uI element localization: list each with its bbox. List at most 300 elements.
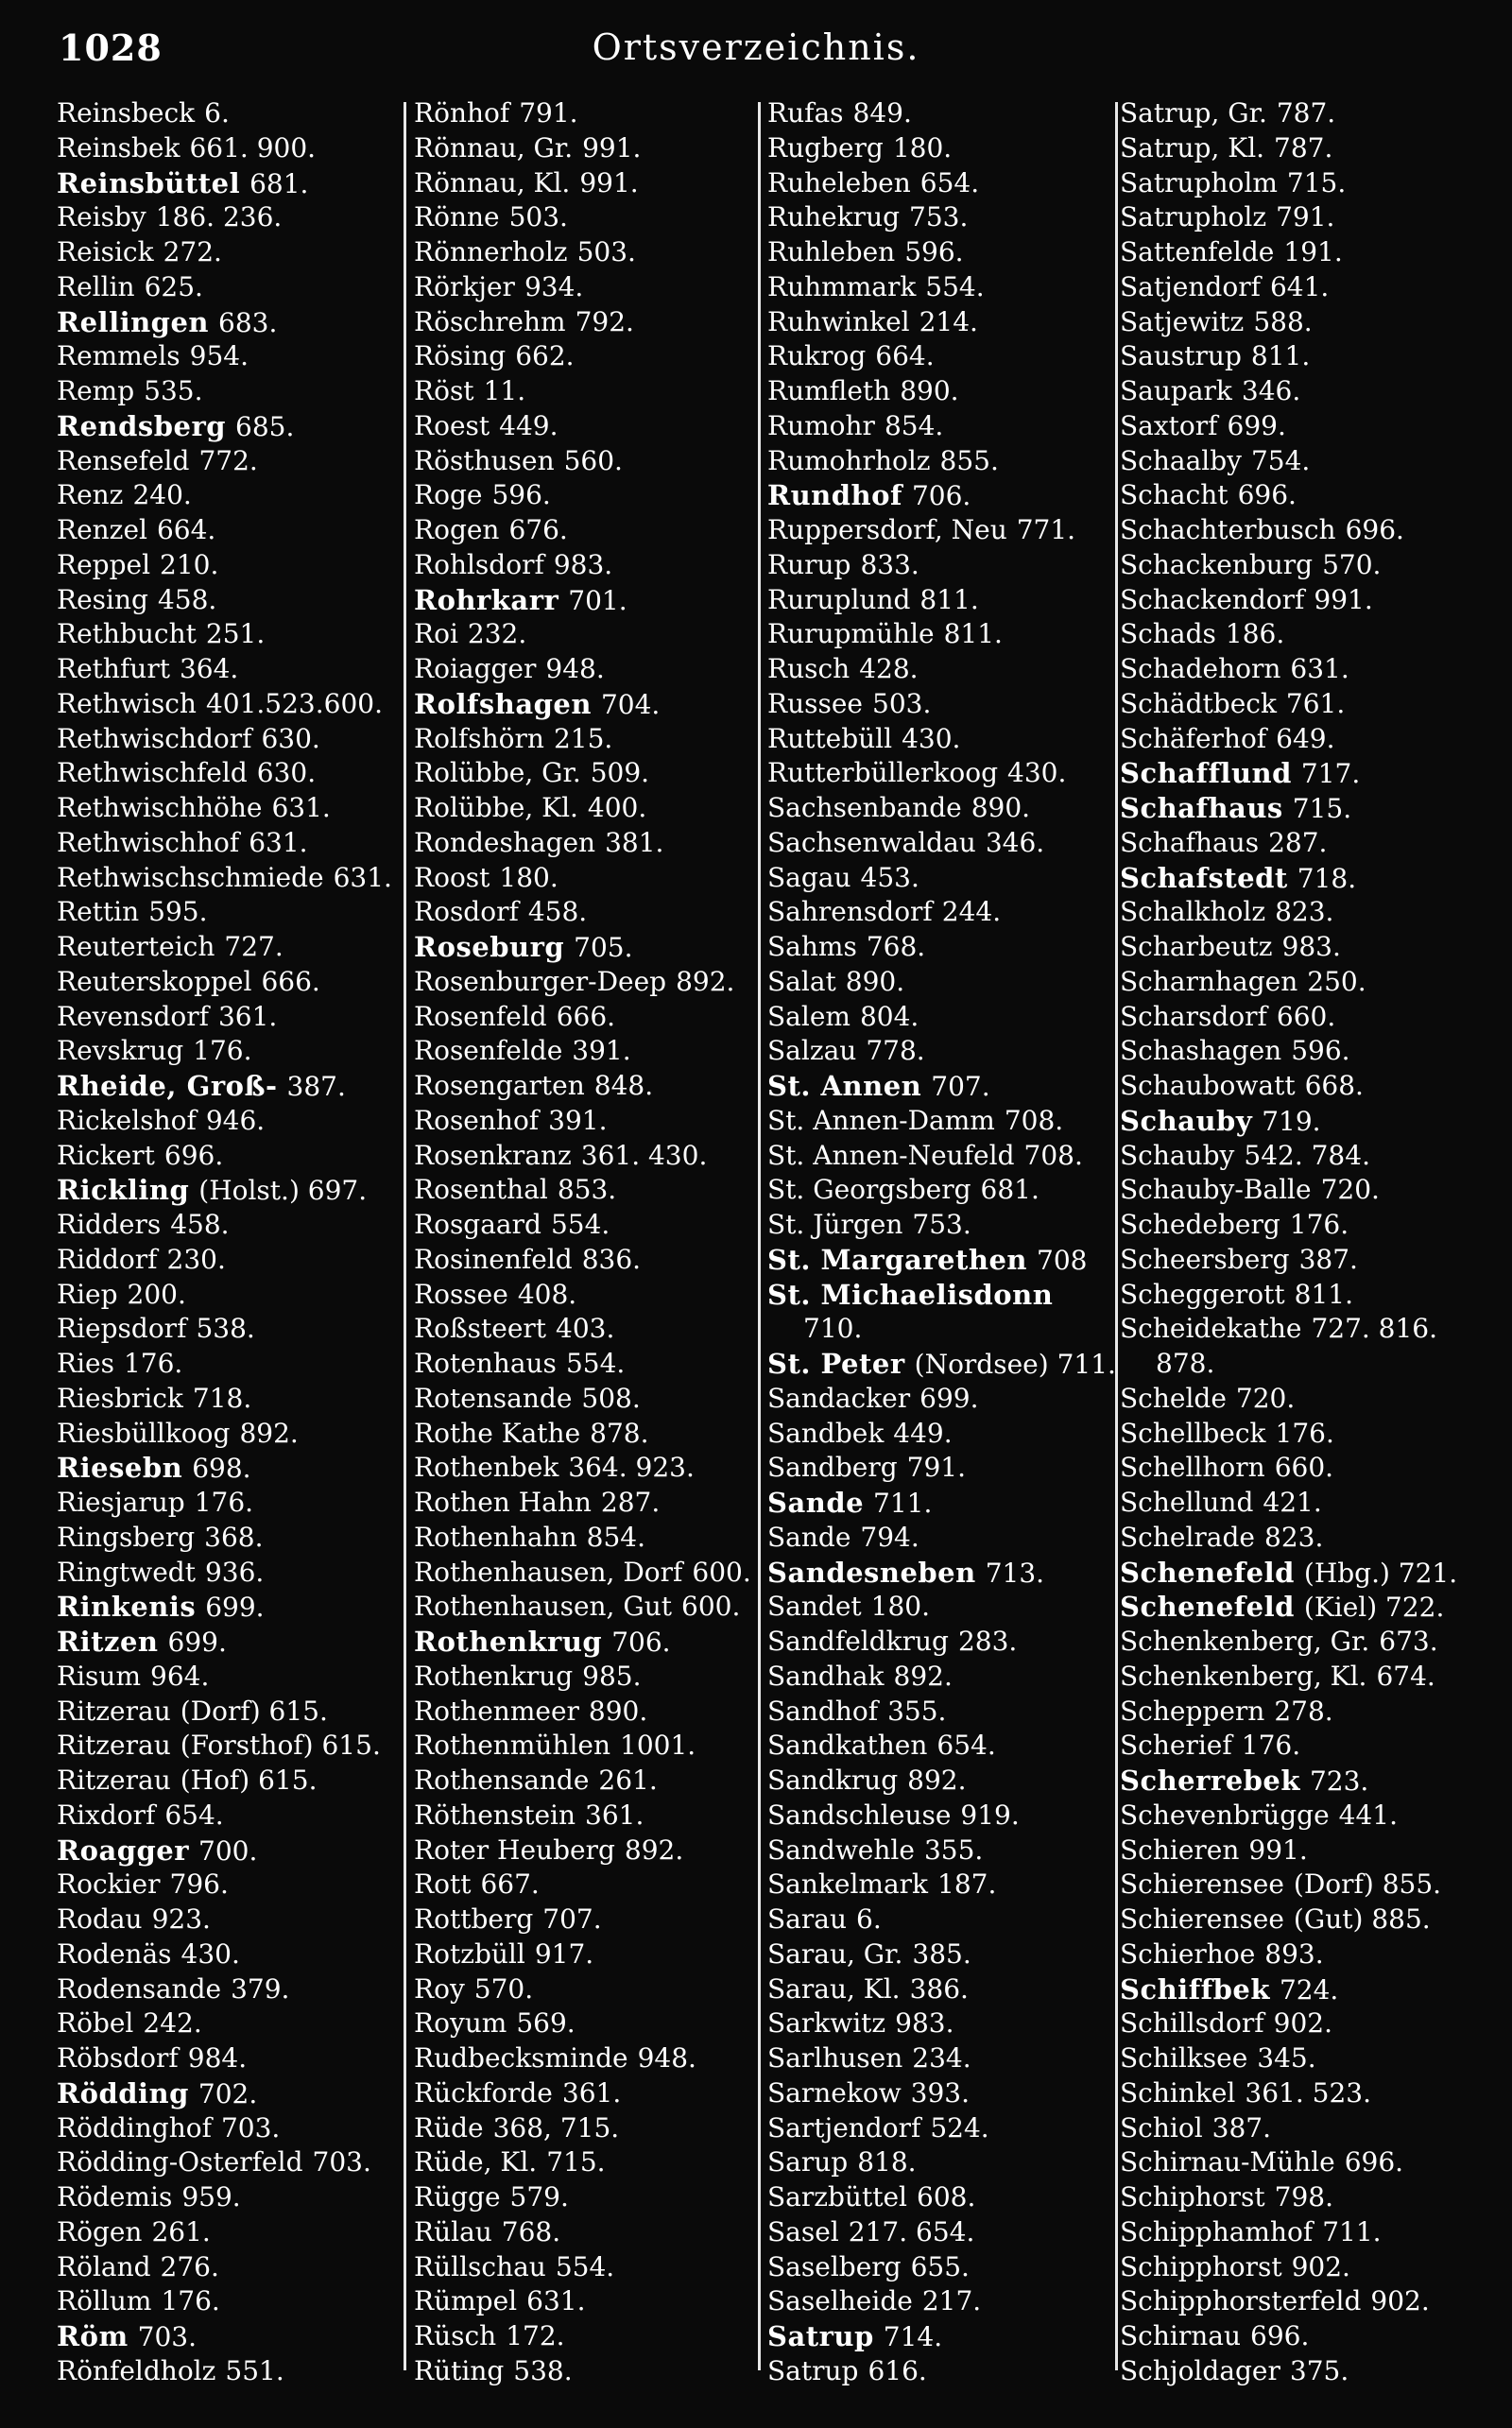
place-name: Renz (57, 479, 124, 511)
place-name: Riep (57, 1278, 118, 1310)
index-entry (767, 791, 1164, 826)
index-entry (414, 1278, 811, 1313)
page-references: 917. (534, 1937, 594, 1970)
page-references: 698. (192, 1453, 251, 1485)
index-entry (767, 1486, 1164, 1521)
index-entry (57, 2250, 402, 2285)
place-name: St. Jürgen (767, 1209, 903, 1240)
place-name: Rethwischhof (57, 826, 240, 858)
index-entry (57, 1937, 402, 1972)
page-references: 991. (582, 131, 642, 164)
index-entry (414, 1695, 811, 1730)
index-entry (1120, 513, 1498, 548)
place-name: Resing (57, 583, 148, 615)
place-name: Rundhof (767, 479, 902, 512)
index-entry (767, 513, 1164, 548)
page-references: 387. (286, 1071, 346, 1102)
place-name: Rethbucht (57, 618, 197, 650)
place-name: Reisick (57, 236, 154, 267)
page-references: 428. (859, 653, 919, 684)
index-entry (414, 1972, 811, 2007)
place-name: Salem (767, 1000, 850, 1032)
page-references: 250. (1307, 965, 1366, 997)
place-name: Saupark (1120, 375, 1232, 406)
index-entry (1120, 583, 1498, 618)
index-entry (1120, 1486, 1498, 1521)
page-references: 276. (160, 2250, 219, 2282)
index-column-2 (414, 96, 811, 2384)
index-entry (767, 1695, 1164, 1730)
place-name: Schellhorn (1120, 1452, 1265, 1484)
page-references: 242. (143, 2007, 202, 2040)
page-references: 696. (1345, 514, 1404, 545)
index-entry (767, 2284, 1164, 2319)
index-entry (767, 617, 1164, 652)
page-references: 230. (166, 1243, 226, 1275)
index-entry (767, 1590, 1164, 1625)
page-references: 724. (1279, 1973, 1339, 2006)
page-references: 674. (1376, 1660, 1435, 1692)
place-name: Rosenkranz (414, 1139, 572, 1171)
index-entry (1120, 1834, 1498, 1868)
place-name: Riesebn (57, 1452, 183, 1485)
place-name: Rethwisch (57, 687, 197, 719)
page-references: 345. (1257, 2042, 1316, 2074)
index-entry (767, 548, 1164, 583)
page-references: 232. (467, 618, 527, 650)
page-references: 641. (1269, 270, 1330, 302)
index-entry (414, 1660, 811, 1695)
page-references: 1001. (620, 1730, 696, 1762)
index-entry (767, 1660, 1164, 1695)
page-references: 600. (692, 1556, 751, 1588)
index-entry (767, 96, 1164, 131)
index-entry (767, 1069, 1164, 1104)
index-entry (414, 374, 811, 409)
place-name: Roest (414, 409, 490, 441)
index-entry (1120, 722, 1498, 757)
index-entry (1120, 409, 1498, 444)
index-entry (1120, 131, 1498, 166)
place-name: Rothe Kathe (414, 1417, 581, 1449)
index-entry (414, 826, 811, 861)
place-name: Ruheleben (767, 166, 911, 198)
page-references: 711. (873, 1488, 933, 1519)
index-entry (414, 652, 811, 687)
place-name: Sarau, Kl. (767, 1972, 901, 2005)
place-name: Sasel (767, 2215, 839, 2247)
index-entry (57, 478, 402, 513)
place-name: Sarup (767, 2146, 849, 2178)
place-name: Rümpel (414, 2285, 518, 2317)
page-references: 699. (205, 1592, 265, 1624)
place-name: Roi (414, 618, 458, 650)
index-entry (414, 444, 811, 479)
place-name: Rothenkrug (414, 1626, 603, 1658)
place-name: Rüsch (414, 2320, 497, 2351)
place-name: Roseburg (414, 931, 565, 963)
page-references: 833. (860, 548, 919, 580)
index-entry (57, 895, 402, 930)
place-name: Sarlhusen (767, 2042, 903, 2074)
index-entry (57, 1521, 402, 1556)
page-references: 772. (198, 444, 258, 476)
page-references: 595. (148, 896, 208, 928)
page-references: 631. (526, 2285, 586, 2317)
index-entry (57, 826, 402, 861)
page-references: 796. (169, 1868, 229, 1901)
place-name: Rodensande (57, 1972, 222, 2005)
page-references: 387. (1298, 1243, 1358, 1275)
page-references: 892. (907, 1765, 967, 1796)
place-name: Rüllschau (414, 2250, 546, 2282)
place-name: St. Annen-Damm (767, 1104, 995, 1136)
page-references: 823. (1264, 1521, 1324, 1553)
page-references: 655. (910, 2250, 970, 2282)
index-entry (57, 270, 402, 305)
page-references: 718. (1297, 862, 1357, 894)
index-entry (57, 1243, 402, 1278)
place-name: Sattenfelde (1120, 236, 1275, 267)
page-references: 215. (553, 722, 613, 754)
page-references: 542. 784. (1244, 1139, 1370, 1171)
index-entry (1120, 305, 1498, 340)
place-name: Schaubowatt (1120, 1070, 1296, 1101)
page-references: 710. (803, 1313, 863, 1345)
place-name: Rickert (57, 1139, 155, 1171)
page-references: 699. (1227, 409, 1286, 441)
index-entry (57, 2076, 402, 2111)
index-entry (767, 305, 1164, 340)
index-entry (57, 2006, 402, 2041)
page-references: 379. (231, 1972, 290, 2005)
place-name: Rinkenis (57, 1591, 197, 1624)
page-references: 890. (845, 965, 905, 997)
page-references: 985. (582, 1660, 642, 1692)
page-references: 569. (516, 2007, 576, 2040)
place-name: Rosengarten (414, 1070, 585, 1101)
index-entry (767, 1417, 1164, 1452)
index-entry (57, 1417, 402, 1452)
index-entry (57, 1972, 402, 2007)
index-entry (57, 2215, 402, 2250)
index-entry (414, 2284, 811, 2319)
page-references: 902. (1273, 2007, 1333, 2040)
page-references: 180. (870, 1591, 930, 1623)
page-references: (Gut) 885. (1293, 1903, 1431, 1935)
place-name: Roy (414, 1972, 465, 2005)
index-entry (1120, 1243, 1498, 1278)
place-name: Rörkjer (414, 270, 515, 302)
page-references: 631. (271, 792, 331, 823)
place-name: Rethfurt (57, 653, 170, 684)
index-entry (767, 1972, 1164, 2007)
index-entry (414, 1000, 811, 1035)
page-references: 503. (508, 201, 568, 233)
page-references: 699. (167, 1627, 227, 1658)
place-name: Scharsdorf (1120, 1000, 1267, 1032)
index-entry (1120, 1139, 1498, 1174)
index-entry (414, 200, 811, 235)
page-references: 616. (868, 2354, 927, 2386)
index-entry (1120, 1972, 1498, 2007)
page-references: 503. (576, 236, 636, 267)
place-name: Schauby-Balle (1120, 1174, 1312, 1206)
index-entry (1120, 965, 1498, 1000)
page-references: 923. (151, 1903, 211, 1935)
place-name: Schellund (1120, 1487, 1254, 1518)
place-name: Schellbeck (1120, 1417, 1266, 1449)
page-references: 401.523.600. (205, 687, 383, 719)
page-references: 662. (515, 340, 575, 372)
place-name: Revskrug (57, 1035, 184, 1067)
page-references: 554. (555, 2250, 615, 2282)
page-references: 727. 816. (1311, 1313, 1438, 1345)
page-references: 705. (574, 932, 633, 963)
place-name: Remmels (57, 340, 180, 372)
page-references: 818. (857, 2146, 917, 2178)
index-entry (767, 1556, 1164, 1591)
place-name: Roost (414, 861, 490, 893)
place-name: Schirnau-Mühle (1120, 2146, 1335, 2178)
page-references: 701. (568, 584, 627, 616)
place-name: Rothenmühlen (414, 1730, 611, 1762)
place-name: Roge (414, 479, 483, 511)
index-entry (57, 339, 402, 374)
index-entry (57, 2041, 402, 2076)
place-name: Rothenhausen, Gut (414, 1591, 673, 1623)
page-references: 699. (919, 1382, 979, 1414)
place-name: Sandschleuse (767, 1799, 952, 1831)
index-entry (767, 687, 1164, 722)
page-references: 240. (132, 479, 192, 511)
page-references: 600. (681, 1591, 741, 1623)
place-name: Rönfeldholz (57, 2354, 216, 2386)
page-references: 654. (919, 166, 980, 198)
page-references: 355. (923, 1834, 984, 1866)
place-name: Röst (414, 375, 474, 406)
index-entry (1120, 200, 1498, 235)
page-references: 630. (256, 757, 317, 789)
page-references: 892. (676, 965, 735, 997)
page-references: 625. (144, 270, 203, 302)
page-references: 681. (249, 167, 309, 199)
page-references: 696. (163, 1139, 224, 1171)
page-references: 666. (261, 965, 320, 997)
index-entry (414, 1729, 811, 1764)
index-entry (1120, 2319, 1498, 2354)
page-references: 430. (1007, 757, 1067, 789)
index-entry (1120, 1695, 1498, 1730)
page-references: 991. (1314, 583, 1373, 615)
index-entry (767, 1243, 1164, 1278)
place-name: Ruhekrug (767, 201, 901, 233)
index-entry (57, 409, 402, 444)
index-entry (57, 1069, 402, 1104)
place-name: Scharbeutz (1120, 931, 1273, 962)
page-references: 718. (192, 1382, 252, 1414)
place-name: Schashagen (1120, 1035, 1282, 1067)
index-entry (57, 1625, 402, 1660)
page-references: 720. (1235, 1382, 1296, 1414)
place-name: Sandfeldkrug (767, 1626, 949, 1657)
page-references: 458. (157, 583, 217, 615)
page-references: 890. (971, 792, 1031, 823)
place-name: Schachterbusch (1120, 514, 1336, 545)
page-references: 791. (906, 1452, 966, 1484)
page-references: 251. (205, 618, 266, 650)
page-references: 791. (519, 97, 578, 129)
index-entry (1120, 166, 1498, 201)
index-entry (57, 513, 402, 548)
place-name: Sandhak (767, 1660, 885, 1692)
index-entry (414, 1937, 811, 1972)
place-name: Rothenhahn (414, 1521, 577, 1553)
index-entry (57, 1000, 402, 1035)
page-references: 667. (480, 1868, 540, 1901)
index-entry (767, 1625, 1164, 1660)
place-name: Rönnau, Kl. (414, 166, 571, 198)
page-references: 180. (892, 131, 953, 164)
page-references: 234. (912, 2042, 971, 2074)
page-references: 811. (919, 583, 979, 615)
index-entry (767, 2006, 1164, 2041)
place-name: Satrup (767, 2320, 874, 2352)
index-entry (767, 270, 1164, 305)
page-references: 176. (193, 1035, 252, 1067)
page-references: 6. (856, 1903, 882, 1935)
index-entry (1120, 1799, 1498, 1834)
page-number: 1028 (59, 26, 163, 69)
index-entry (57, 548, 402, 583)
place-name: Rossee (414, 1278, 508, 1310)
index-entry (1120, 2006, 1498, 2041)
place-name: Rolübbe, Gr. (414, 757, 581, 789)
index-entry (57, 1660, 402, 1695)
index-entry (1120, 1590, 1498, 1625)
page-references: 902. (1370, 2285, 1430, 2317)
index-entry (1120, 96, 1498, 131)
place-name: Schipphorst (1120, 2250, 1282, 2282)
page-references: 368, 715. (492, 2111, 620, 2144)
place-name: Schjoldager (1120, 2354, 1280, 2386)
place-name: Rukrog (767, 340, 867, 372)
index-entry (767, 1034, 1164, 1069)
index-entry (414, 1834, 811, 1868)
index-entry (57, 1695, 402, 1730)
index-entry (767, 409, 1164, 444)
page-references: (Hof) 615. (180, 1765, 318, 1796)
index-entry (414, 1486, 811, 1521)
page-references: 959. (181, 2181, 241, 2213)
place-name: Scheersberg (1120, 1243, 1290, 1275)
page-references: 176. (1289, 1209, 1349, 1240)
place-name: Satrup, Kl. (1120, 131, 1265, 164)
page-references: 984. (187, 2042, 248, 2074)
page-references: 441. (1338, 1799, 1398, 1831)
place-name: Rönne (414, 201, 500, 233)
place-name: Rurup (767, 548, 851, 580)
index-entry (57, 305, 402, 340)
index-entry (1120, 444, 1498, 479)
place-name: Schackenburg (1120, 548, 1314, 580)
index-entry (414, 2250, 811, 2285)
place-name: Rumfleth (767, 375, 891, 406)
place-name: Rödemis (57, 2181, 173, 2213)
place-name: Reinsbüttel (57, 166, 241, 199)
index-entry (414, 1521, 811, 1556)
page-references: 704. (600, 688, 661, 720)
index-entry (1120, 235, 1498, 270)
index-entry (767, 1347, 1164, 1382)
place-name: Rönnau, Gr. (414, 131, 574, 164)
page-references: 849. (852, 97, 912, 129)
page-references: 186. 236. (155, 201, 283, 233)
index-entry (57, 861, 402, 896)
index-entry (767, 1903, 1164, 1937)
index-entry (57, 687, 402, 722)
index-entry (1120, 2145, 1498, 2180)
page-references: 983. (553, 548, 613, 580)
index-entry (414, 1764, 811, 1799)
page-references: 854. (586, 1521, 645, 1553)
page-references: 811. (1250, 340, 1311, 372)
page-references: 187. (937, 1868, 997, 1901)
place-name: Reuterskoppel (57, 965, 252, 997)
page-references: 936. (204, 1556, 265, 1588)
place-name: Rothensande (414, 1765, 590, 1796)
place-name: Röthenstein (414, 1799, 576, 1831)
page-references: 706. (611, 1627, 671, 1658)
index-entry (767, 2111, 1164, 2146)
place-name: Rüting (414, 2354, 505, 2386)
place-name: Rügge (414, 2181, 501, 2213)
index-entry (414, 1382, 811, 1417)
place-name: Roßsteert (414, 1313, 547, 1345)
index-entry (767, 2076, 1164, 2111)
place-name: Rethwischfeld (57, 757, 248, 789)
index-entry (414, 1903, 811, 1937)
place-name: Scherrebek (1120, 1765, 1300, 1797)
place-name: Röbsdorf (57, 2042, 179, 2074)
place-name: Rettin (57, 896, 140, 928)
place-name: St. Georgsberg (767, 1174, 971, 1206)
place-name: Satrup, Gr. (1120, 97, 1267, 129)
index-entry (57, 1312, 402, 1347)
place-name: Rosenhof (414, 1104, 540, 1136)
index-entry (1120, 1556, 1498, 1591)
page-references: 186. (1225, 618, 1285, 650)
page-references: 676. (508, 514, 568, 545)
index-entry (414, 2006, 811, 2041)
page-references: 430. (180, 1937, 240, 1970)
place-name: Sagau (767, 861, 851, 893)
place-name: Rickling (57, 1174, 190, 1207)
index-entry (767, 2041, 1164, 2076)
page-references: 214. (919, 305, 978, 337)
place-name: Rockier (57, 1868, 161, 1901)
place-name: Rufas (767, 97, 844, 129)
page-references: 664. (875, 340, 935, 372)
index-entry (767, 2180, 1164, 2215)
place-name: Rüde (414, 2111, 484, 2144)
place-name: Scheppern (1120, 1695, 1265, 1727)
place-name: Ritzen (57, 1626, 159, 1658)
index-entry (57, 1764, 402, 1799)
place-name: Sarau (767, 1903, 847, 1935)
place-name: Schieren (1120, 1834, 1240, 1866)
place-name: Rohrkarr (414, 583, 559, 616)
